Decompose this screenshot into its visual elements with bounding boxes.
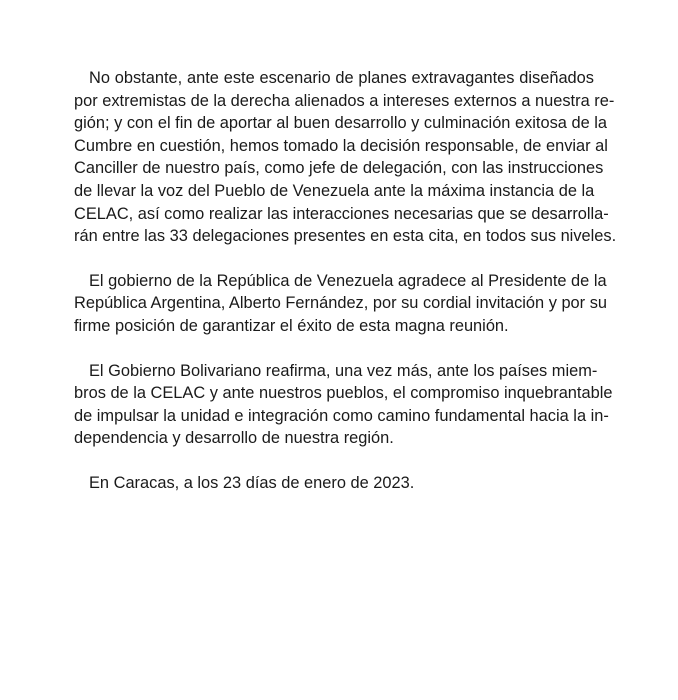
paragraph-line: dependencia y desarrollo de nuestra región. — [74, 429, 394, 448]
paragraph-line: de impulsar la unidad e integración como camino fundamental hacia la in- — [74, 406, 609, 425]
paragraph-line: rán entre las 33 delegaciones presentes en esta cita, en todos sus niveles. — [74, 227, 617, 246]
paragraph-line: Cumbre en cuestión, hemos tomado la decisión responsable, de enviar al — [74, 136, 608, 155]
paragraph-line: por extremistas de la derecha alienados a intereses externos a nuestra re- — [74, 91, 615, 110]
paragraph-line: gión; y con el fin de aportar al buen desarrollo y culminación exitosa de la — [74, 114, 608, 133]
paragraph-closing-date — [74, 472, 594, 495]
paragraph-commitment — [74, 360, 613, 450]
paragraph-line: El gobierno de la República de Venezuela agradece al Presidente de la — [89, 271, 607, 290]
paragraph-line: Canciller de nuestro país, como jefe de delegación, con las instrucciones — [74, 159, 604, 178]
paragraph-line: El Gobierno Bolivariano reafirma, una vez más, ante los países miem- — [89, 361, 598, 380]
paragraph-line: de llevar la voz del Pueblo de Venezuela ante la máxima instancia de la — [74, 181, 595, 200]
document-body — [74, 67, 617, 517]
paragraph-line: firme posición de garantizar el éxito de esta magna reunión. — [74, 316, 509, 335]
closing-date-line: En Caracas, a los 23 días de enero de 2023. — [89, 473, 415, 492]
paragraph-line: CELAC, así como realizar las interacciones necesarias que se desarrolla- — [74, 204, 609, 223]
paragraph-line: República Argentina, Alberto Fernández, por su cordial invitación y por su — [74, 294, 607, 313]
paragraph-line: No obstante, ante este escenario de planes extravagantes diseñados — [89, 69, 594, 87]
paragraph-line: bros de la CELAC y ante nuestros pueblos, el compromiso inquebrantable — [74, 384, 613, 403]
paragraph-delegation — [74, 67, 617, 248]
paragraph-gratitude — [74, 270, 607, 338]
